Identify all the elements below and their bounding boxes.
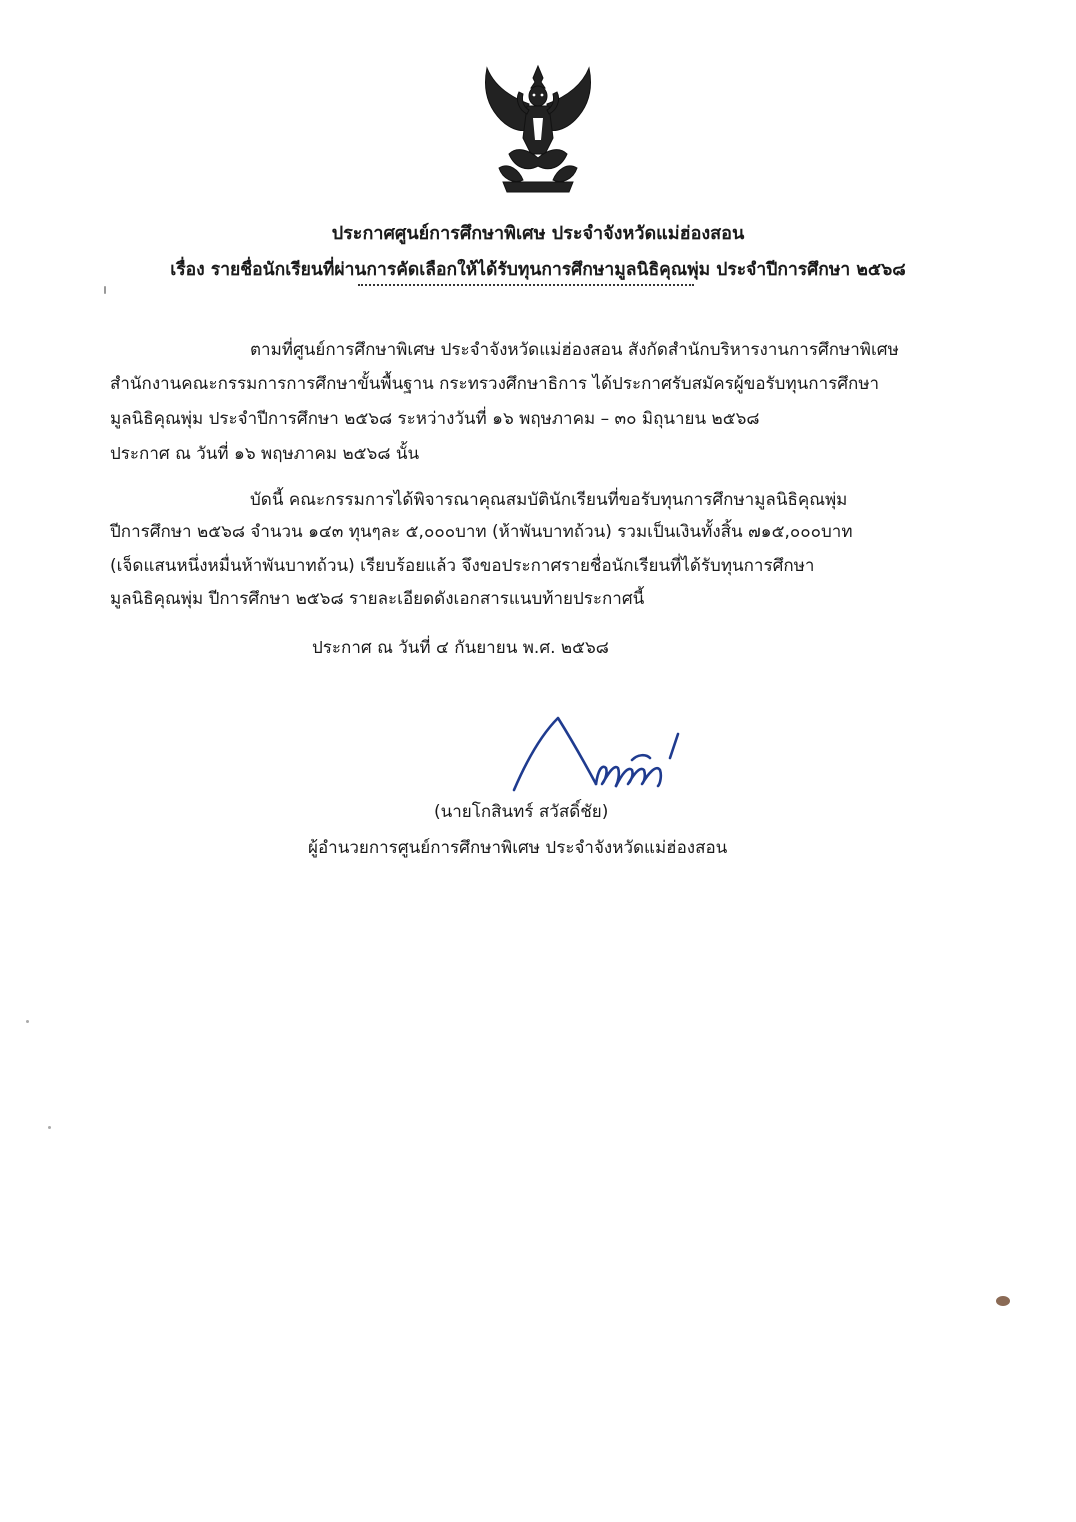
paragraph2-line1: บัดนี้ คณะกรรมการได้พิจารณาคุณสมบัตินักเรียนที่ขอรับทุนการศึกษามูลนิธิคุณพุ่ม bbox=[250, 490, 848, 510]
paragraph1-line2: สำนักงานคณะกรรมการการศึกษาขั้นพื้นฐาน กระทรวงศึกษาธิการ ได้ประกาศรับสมัครผู้ขอรับทุนการศึกษา bbox=[110, 374, 880, 394]
paragraph1-line1: ตามที่ศูนย์การศึกษาพิเศษ ประจำจังหวัดแม่ฮ่องสอน สังกัดสำนักบริหารงานการศึกษาพิเศษ bbox=[250, 340, 899, 360]
signer-name: (นายโกสินทร์ สวัสดิ์ชัย) bbox=[434, 802, 609, 822]
signer-position: ผู้อำนวยการศูนย์การศึกษาพิเศษ ประจำจังหวัดแม่ฮ่องสอน bbox=[308, 838, 728, 858]
paragraph2-line2: ปีการศึกษา ๒๕๖๘ จำนวน ๑๔๓ ทุนๆละ ๕,๐๐๐บาท (ห้าพันบาทถ้วน) รวมเป็นเงินทั้งสิ้น ๗๑๕,๐๐๐บาท bbox=[110, 522, 853, 542]
announcement-title: ประกาศศูนย์การศึกษาพิเศษ ประจำจังหวัดแม่ฮ่องสอน bbox=[331, 223, 745, 244]
paragraph2-line4: มูลนิธิคุณพุ่ม ปีการศึกษา ๒๕๖๘ รายละเอียดดังเอกสารแนบท้ายประกาศนี้ bbox=[110, 589, 645, 609]
paragraph2-line3: (เจ็ดแสนหนึ่งหมื่นห้าพันบาทถ้วน) เรียบร้อยแล้ว จึงขอประกาศรายชื่อนักเรียนที่ได้รับทุนการศึกษา bbox=[110, 556, 815, 576]
announcement-subject: เรื่อง รายชื่อนักเรียนที่ผ่านการคัดเลือกให้ได้รับทุนการศึกษามูลนิธิคุณพุ่ม ประจำปีการศึกษา ๒๕๖๘ bbox=[170, 260, 906, 280]
paragraph1-line4: ประกาศ ณ วันที่ ๑๖ พฤษภาคม ๒๕๖๘ นั้น bbox=[110, 444, 420, 464]
garuda-emblem-icon bbox=[473, 58, 603, 198]
announcement-date: ประกาศ ณ วันที่ ๔ กันยายน พ.ศ. ๒๕๖๘ bbox=[312, 638, 609, 658]
scan-speck bbox=[26, 1020, 29, 1023]
scan-speck bbox=[996, 1296, 1010, 1306]
scan-speck bbox=[48, 1126, 51, 1129]
scan-speck bbox=[104, 286, 106, 294]
title-divider bbox=[358, 284, 694, 286]
handwritten-signature-icon bbox=[506, 712, 692, 796]
paragraph1-line3: มูลนิธิคุณพุ่ม ประจำปีการศึกษา ๒๕๖๘ ระหว่างวันที่ ๑๖ พฤษภาคม – ๓๐ มิถุนายน ๒๕๖๘ bbox=[110, 409, 760, 429]
